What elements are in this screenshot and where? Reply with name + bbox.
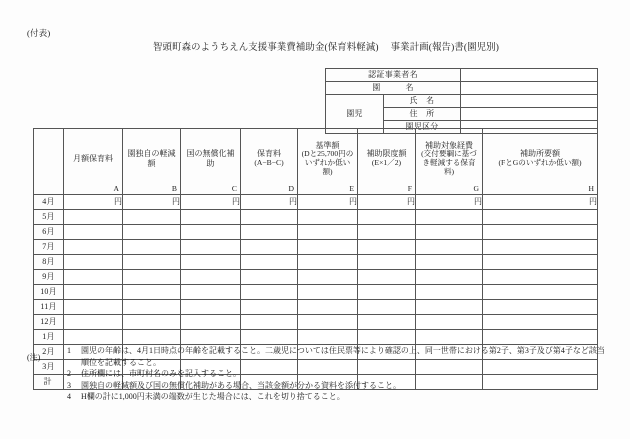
data-cell-b[interactable]: [123, 270, 181, 285]
data-cell-g[interactable]: [416, 285, 483, 300]
data-cell-d[interactable]: 円: [241, 195, 298, 210]
column-letter: G: [473, 184, 479, 194]
month-label: 1月: [34, 330, 64, 345]
page-title-sub: 事業計画(報告)書(園児別): [390, 43, 499, 53]
info-row-label: 認証事業者名: [326, 69, 461, 82]
data-cell-d[interactable]: [241, 270, 298, 285]
data-cell-a[interactable]: [64, 270, 123, 285]
table-row: [34, 255, 598, 270]
data-cell-b[interactable]: [123, 255, 181, 270]
data-cell-b[interactable]: 円: [123, 195, 181, 210]
data-cell-c[interactable]: [181, 300, 241, 315]
info-child-label: 住 所: [384, 108, 461, 121]
column-header-f: [358, 129, 416, 195]
column-letter: A: [113, 184, 119, 194]
data-cell-d[interactable]: [241, 285, 298, 300]
month-label: 7月: [34, 240, 64, 255]
notes-section: [27, 345, 607, 403]
table-row: [34, 315, 598, 330]
data-cell-d[interactable]: [241, 225, 298, 240]
data-cell-h[interactable]: [483, 255, 598, 270]
month-label: 12月: [34, 315, 64, 330]
data-cell-c[interactable]: [181, 330, 241, 345]
data-cell-a[interactable]: [64, 315, 123, 330]
month-label: 10月: [34, 285, 64, 300]
data-cell-c[interactable]: [181, 270, 241, 285]
data-cell-a[interactable]: [64, 225, 123, 240]
month-label: 9月: [34, 270, 64, 285]
data-cell-c[interactable]: [181, 255, 241, 270]
column-header-title: 補助所要額: [520, 149, 560, 159]
data-cell-e[interactable]: [298, 330, 358, 345]
data-cell-b[interactable]: [123, 300, 181, 315]
data-cell-b[interactable]: [123, 225, 181, 240]
month-label: 4月: [34, 195, 64, 210]
note-number: 1: [67, 346, 71, 355]
data-cell-h[interactable]: [483, 315, 598, 330]
data-cell-c[interactable]: [181, 210, 241, 225]
note-item: [67, 368, 607, 380]
data-cell-h[interactable]: 円: [483, 195, 598, 210]
column-letter: D: [288, 184, 294, 194]
data-cell-g[interactable]: [416, 255, 483, 270]
column-header-b: [123, 129, 181, 195]
data-cell-d[interactable]: [241, 300, 298, 315]
data-cell-f[interactable]: [358, 300, 416, 315]
month-label: 5月: [34, 210, 64, 225]
table-row: [34, 210, 598, 225]
column-header-formula: (E×1／2): [371, 157, 402, 167]
data-cell-h[interactable]: [483, 240, 598, 255]
info-child-label: 氏 名: [384, 95, 461, 108]
data-cell-f[interactable]: [358, 285, 416, 300]
data-cell-a[interactable]: [64, 210, 123, 225]
data-cell-e[interactable]: [298, 210, 358, 225]
month-label: 2月: [34, 345, 64, 360]
column-header-formula: (Dと25,700円のいずれか低い額): [301, 149, 354, 176]
data-cell-f[interactable]: [358, 210, 416, 225]
note-item: [67, 345, 607, 368]
column-letter: F: [407, 184, 412, 194]
page-title: [0, 43, 630, 54]
notes-header: (注): [27, 353, 41, 362]
info-child-value[interactable]: [461, 95, 598, 108]
info-row-value[interactable]: [461, 69, 598, 82]
data-cell-f[interactable]: [358, 330, 416, 345]
data-cell-e[interactable]: 円: [298, 195, 358, 210]
column-header-title: 補助限度額: [366, 149, 407, 159]
column-header-d: [241, 129, 298, 195]
column-header-title: 園独自の軽減額: [127, 149, 176, 168]
data-cell-a[interactable]: 円: [64, 195, 123, 210]
column-header-formula: (FとGのいずれか低い額): [498, 157, 582, 167]
data-cell-e[interactable]: [298, 240, 358, 255]
column-header-e: [298, 129, 358, 195]
data-cell-c[interactable]: 円: [181, 195, 241, 210]
data-cell-b[interactable]: [123, 330, 181, 345]
data-cell-c[interactable]: [181, 285, 241, 300]
data-cell-f[interactable]: 円: [358, 195, 416, 210]
column-letter: E: [349, 184, 354, 194]
column-header-title: 基準額: [315, 140, 340, 150]
data-cell-e[interactable]: [298, 255, 358, 270]
table-row: [34, 285, 598, 300]
table-header-row: [34, 129, 598, 195]
data-cell-a[interactable]: [64, 300, 123, 315]
note-text: H欄の計に1,000円未満の端数が生じた場合には、これを切り捨てること。: [81, 392, 345, 402]
data-cell-a[interactable]: [64, 285, 123, 300]
data-cell-f[interactable]: [358, 225, 416, 240]
page-title-main: 智頭町森のようちえん支援事業費補助金(保育料軽減): [153, 43, 379, 53]
data-cell-d[interactable]: [241, 315, 298, 330]
note-item: [67, 391, 607, 403]
data-cell-c[interactable]: [181, 240, 241, 255]
data-cell-g[interactable]: [416, 210, 483, 225]
data-cell-b[interactable]: [123, 210, 181, 225]
data-cell-f[interactable]: [358, 270, 416, 285]
data-cell-b[interactable]: [123, 285, 181, 300]
info-row: [326, 82, 598, 95]
table-row: [34, 330, 598, 345]
note-number: 4: [67, 392, 71, 402]
data-cell-d[interactable]: [241, 210, 298, 225]
column-header-title: 補助対象経費: [425, 140, 473, 150]
table-row: [34, 270, 598, 285]
data-cell-g[interactable]: [416, 270, 483, 285]
column-header-a: [64, 129, 123, 195]
column-header-g: [416, 129, 483, 195]
column-header-formula: (交付要綱に基づき軽減する保育料): [421, 149, 477, 176]
data-cell-h[interactable]: [483, 300, 598, 315]
data-cell-a[interactable]: [64, 330, 123, 345]
data-cell-g[interactable]: [416, 330, 483, 345]
info-row: [326, 69, 598, 82]
info-child-value[interactable]: [461, 108, 598, 121]
info-row-value[interactable]: [461, 82, 598, 95]
data-cell-e[interactable]: [298, 285, 358, 300]
data-cell-a[interactable]: [64, 240, 123, 255]
column-header-c: [181, 129, 241, 195]
data-cell-g[interactable]: [416, 300, 483, 315]
data-cell-h[interactable]: [483, 270, 598, 285]
data-cell-h[interactable]: [483, 225, 598, 240]
data-cell-d[interactable]: [241, 240, 298, 255]
data-cell-g[interactable]: [416, 315, 483, 330]
data-cell-f[interactable]: [358, 315, 416, 330]
info-child-row: [326, 95, 598, 108]
table-row: [34, 225, 598, 240]
note-text: 住所欄には、市町村名のみを記入すること。: [81, 369, 241, 379]
note-number: 2: [67, 369, 71, 379]
data-cell-d[interactable]: [241, 255, 298, 270]
data-cell-e[interactable]: [298, 225, 358, 240]
column-letter: H: [588, 184, 594, 194]
data-cell-g[interactable]: 円: [416, 195, 483, 210]
month-label: 11月: [34, 300, 64, 315]
data-cell-b[interactable]: [123, 315, 181, 330]
table-corner-cell: [34, 129, 64, 195]
info-child-label: 園児区分: [384, 121, 461, 134]
table-row: [34, 195, 598, 210]
note-text: 園児の年齢は、4月1日時点の年齢を記載すること。二歳児については住民票等により確認の上、同一世帯における第2子、第3子及び第4子など該当順位を記載すること。: [81, 346, 605, 367]
data-cell-f[interactable]: [358, 255, 416, 270]
data-cell-e[interactable]: [298, 315, 358, 330]
identity-info-table: [325, 68, 598, 134]
data-cell-g[interactable]: [416, 240, 483, 255]
column-header-title: 月額保育料: [73, 153, 113, 163]
column-header-formula: (A−B−C): [254, 157, 284, 167]
data-cell-h[interactable]: [483, 285, 598, 300]
column-header-title: 保育料: [257, 149, 281, 159]
column-letter: B: [171, 184, 177, 194]
data-cell-e[interactable]: [298, 300, 358, 315]
note-text: 園独自の軽減額及び国の無償化補助がある場合、当該金額が分かる資料を添付すること。: [81, 380, 401, 390]
note-item: [67, 380, 607, 392]
total-row-label: 計: [34, 375, 64, 390]
data-cell-c[interactable]: [181, 225, 241, 240]
info-row-label: 園 名: [326, 82, 461, 95]
data-cell-d[interactable]: [241, 330, 298, 345]
month-label: 8月: [34, 255, 64, 270]
month-label: 3月: [34, 360, 64, 375]
data-cell-f[interactable]: [358, 240, 416, 255]
table-row: [34, 300, 598, 315]
table-row: [34, 240, 598, 255]
data-cell-e[interactable]: [298, 270, 358, 285]
month-label: 6月: [34, 225, 64, 240]
data-cell-h[interactable]: [483, 210, 598, 225]
data-cell-b[interactable]: [123, 240, 181, 255]
data-cell-a[interactable]: [64, 255, 123, 270]
column-letter: C: [231, 184, 237, 194]
data-cell-h[interactable]: [483, 330, 598, 345]
column-header-title: 国の無償化補助: [186, 149, 235, 168]
data-cell-g[interactable]: [416, 225, 483, 240]
info-child-group-label: 園児: [326, 95, 384, 134]
data-cell-c[interactable]: [181, 315, 241, 330]
note-number: 3: [67, 380, 71, 390]
column-header-h: [483, 129, 598, 195]
attachment-label: (付表): [27, 28, 51, 38]
